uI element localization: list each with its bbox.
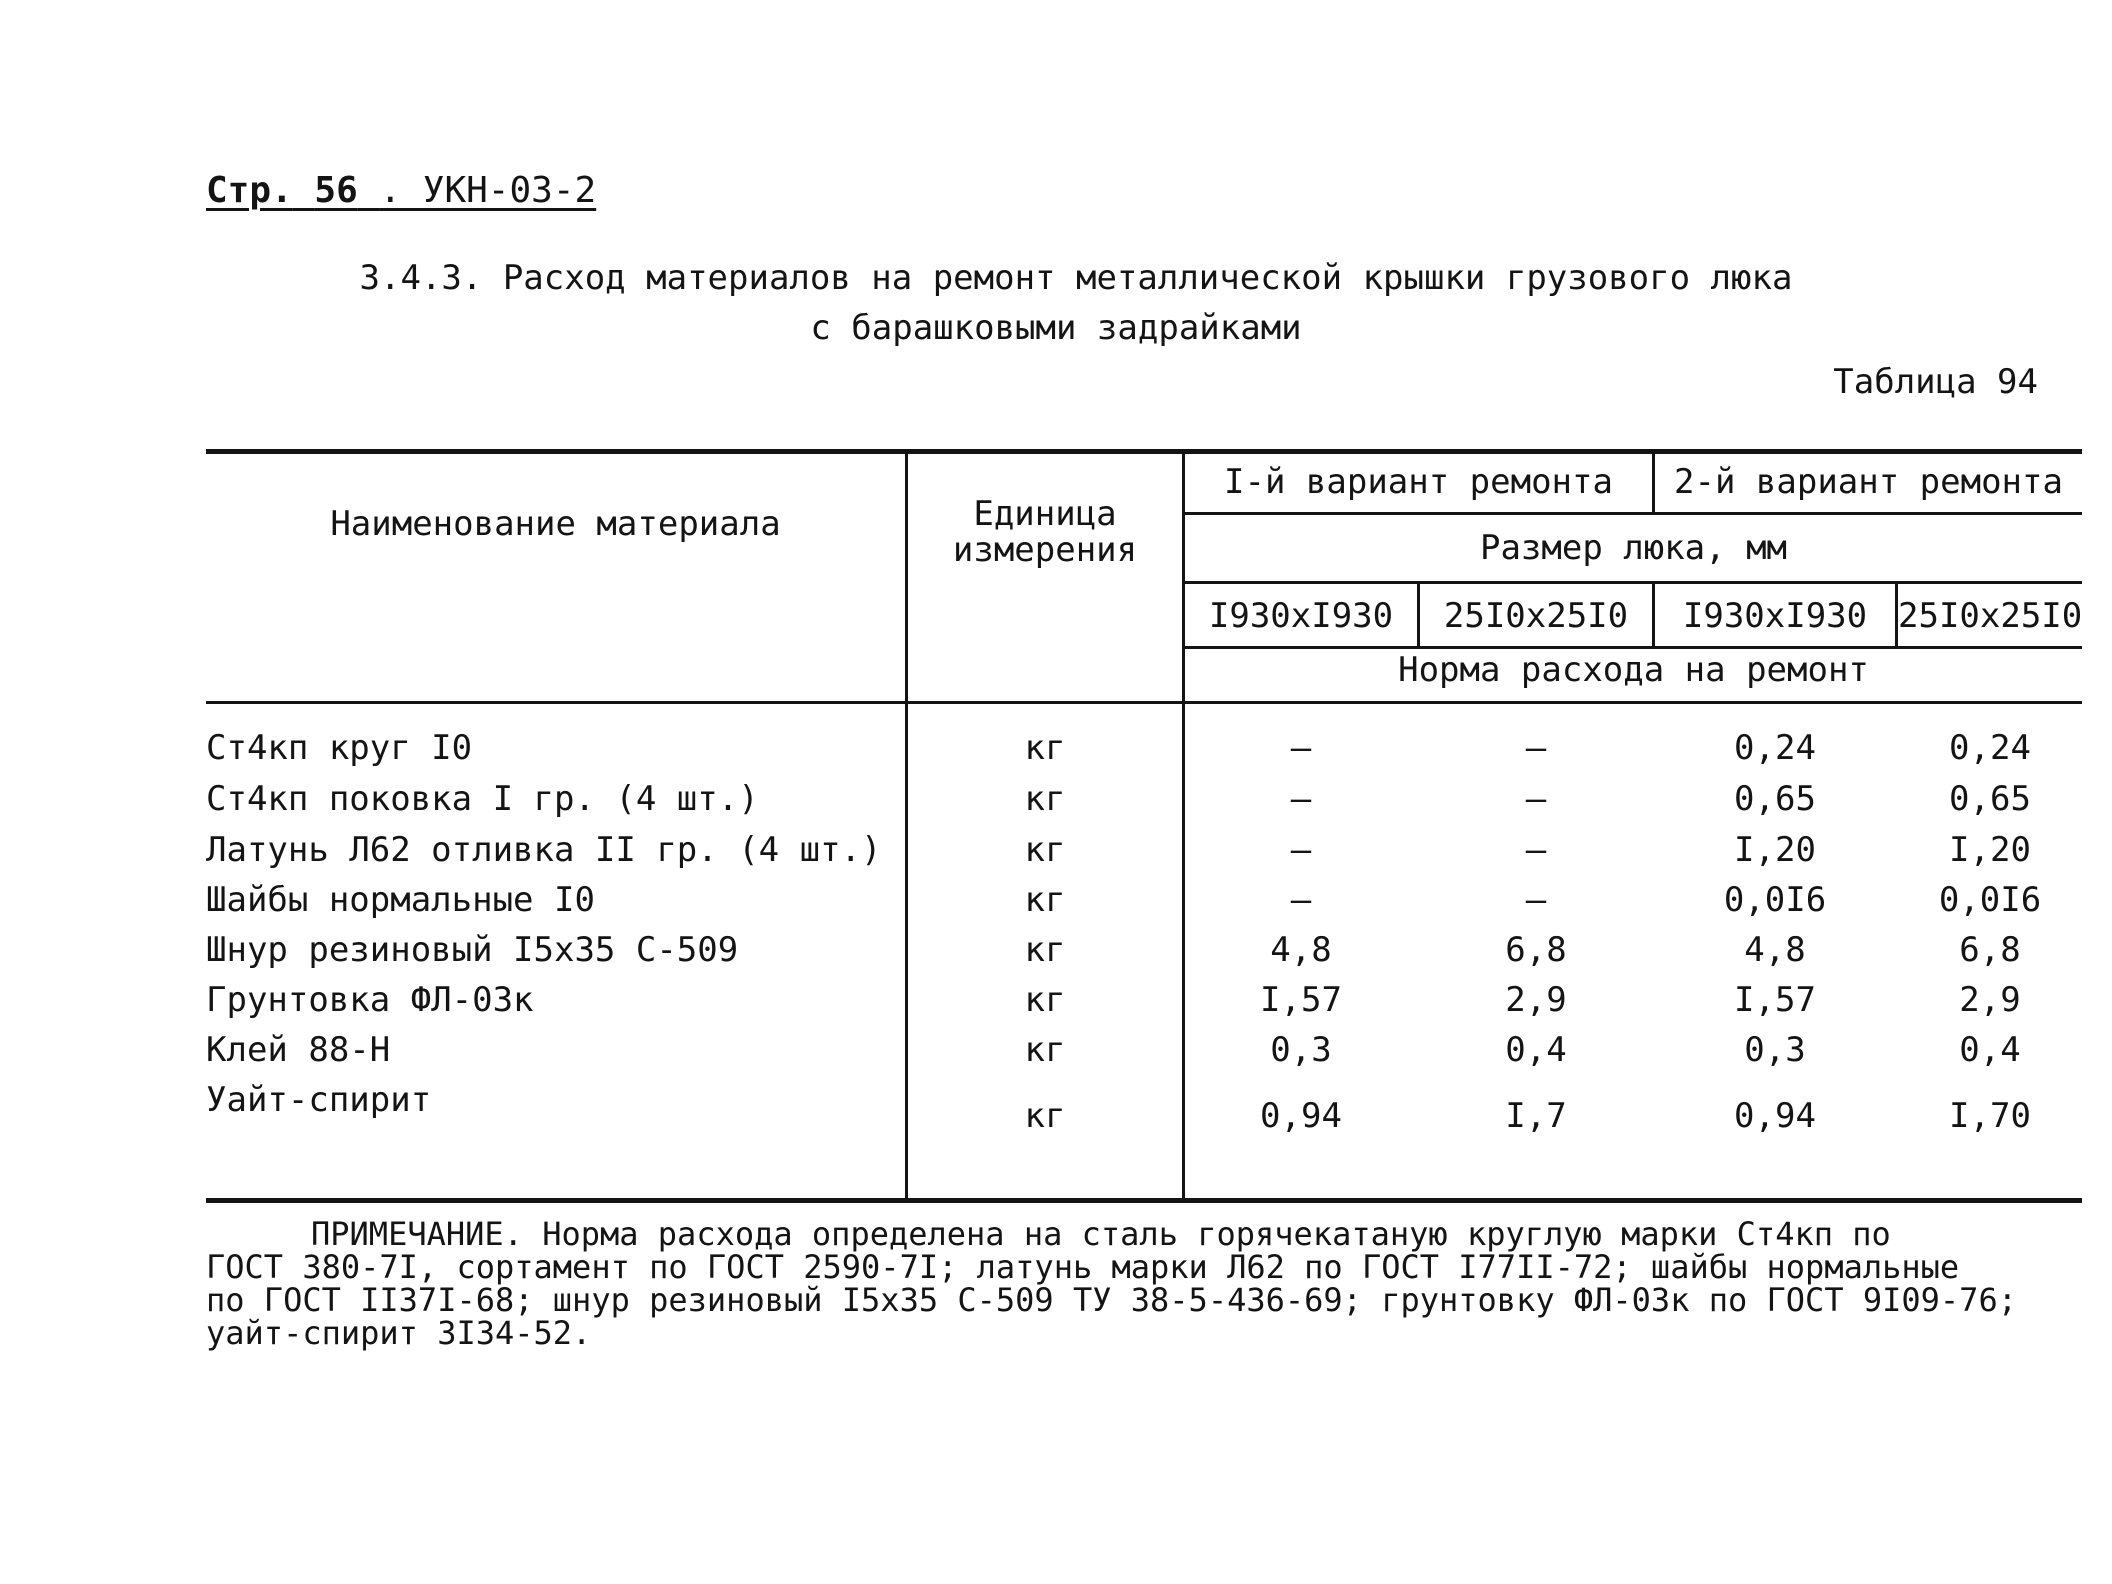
value-v2-s1: 0,65 <box>1734 779 1816 819</box>
value-v1-s2: – <box>1525 728 1547 768</box>
value-v1-s2: – <box>1525 880 1547 920</box>
material-name: Грунтовка ФЛ-03к <box>206 980 534 1020</box>
value-v1-s2: 6,8 <box>1505 930 1567 970</box>
material-name: Ст4кп поковка I гр. (4 шт.) <box>206 779 759 819</box>
value-v1-s1: 4,8 <box>1270 930 1332 970</box>
unit-cell: кг <box>1024 779 1066 819</box>
value-v2-s1: 0,94 <box>1734 1096 1816 1136</box>
value-v2-s1: I,20 <box>1734 830 1816 870</box>
note-line-3: по ГОСТ II37I-68; шнур резиновый I5x35 С-509 ТУ 38-5-436-69; грунтовку ФЛ-03к по ГОСТ 9I09-76; <box>206 1281 2017 1319</box>
value-v1-s2: – <box>1525 830 1547 870</box>
document-code: . УКН-03-2 <box>379 170 597 211</box>
material-name: Латунь Л62 отливка II гр. (4 шт.) <box>206 830 882 870</box>
value-v1-s2: 2,9 <box>1505 980 1567 1020</box>
value-v2-s2: 0,4 <box>1959 1030 2021 1070</box>
value-v2-s2: 0,24 <box>1949 728 2031 768</box>
section-title: 3.4.3. Расход материалов на ремонт металлической крышки грузового люка <box>359 258 1793 298</box>
footnote <box>206 1215 2086 1352</box>
header-variant2: 2-й вариант ремонта <box>1674 462 2063 502</box>
page-header <box>206 170 596 211</box>
header-variant1: I-й вариант ремонта <box>1224 462 1613 502</box>
value-v1-s1: 0,94 <box>1260 1096 1342 1136</box>
header-hatch-size: Размер люка, мм <box>1479 528 1788 568</box>
table-top-rule <box>206 449 2082 454</box>
unit-cell: кг <box>1024 980 1066 1020</box>
header-unit-text: Единица измерения <box>952 494 1138 570</box>
header-size-4: 25I0x25I0 <box>1898 596 2083 636</box>
value-v2-s1: 0,24 <box>1734 728 1816 768</box>
value-v2-s1: 4,8 <box>1744 930 1806 970</box>
header-bottom-rule <box>206 701 2082 704</box>
size-bottom-rule <box>1182 646 2082 649</box>
material-name: Уайт-спирит <box>206 1080 432 1120</box>
value-v2-s2: 0,0I6 <box>1938 880 2042 920</box>
page-prefix: Стр. <box>206 170 293 211</box>
material-name: Клей 88-Н <box>206 1030 391 1070</box>
value-v1-s1: – <box>1290 728 1312 768</box>
value-v1-s1: 0,3 <box>1270 1030 1332 1070</box>
value-v2-s1: 0,0I6 <box>1723 880 1827 920</box>
note-line-1: ПРИМЕЧАНИЕ. Норма расхода определена на сталь горячекатаную круглую марки Ст4кп по <box>311 1215 1891 1253</box>
variant-rule <box>1182 512 2082 515</box>
header-size-3: I930xI930 <box>1682 596 1868 636</box>
value-v1-s1: – <box>1290 830 1312 870</box>
value-v1-s2: – <box>1525 779 1547 819</box>
note-line-2: ГОСТ 380-7I, сортамент по ГОСТ 2590-7I; латунь марки Л62 по ГОСТ I77II-72; шайбы нормальные <box>206 1248 1960 1286</box>
value-v2-s2: 2,9 <box>1959 980 2021 1020</box>
value-v2-s2: 0,65 <box>1949 779 2031 819</box>
header-material: Наименование материала <box>330 504 781 544</box>
page-number: 56 <box>314 170 358 211</box>
value-v2-s2: 6,8 <box>1959 930 2021 970</box>
header-size-2: 25I0x25I0 <box>1443 596 1629 636</box>
section-title-line2: с барашковыми задрайками <box>810 308 1302 348</box>
header-norm: Норма расхода на ремонт <box>1398 650 1869 690</box>
header-size-1: I930xI930 <box>1208 596 1394 636</box>
material-name: Шнур резиновый I5x35 С-509 <box>206 930 739 970</box>
value-v2-s2: I,70 <box>1949 1096 2031 1136</box>
value-v1-s2: I,7 <box>1505 1096 1567 1136</box>
value-v1-s1: – <box>1290 779 1312 819</box>
value-v1-s2: 0,4 <box>1505 1030 1567 1070</box>
header-unit <box>908 496 1182 568</box>
size-top-rule <box>1182 581 2082 584</box>
value-v2-s1: 0,3 <box>1744 1030 1806 1070</box>
table-bottom-rule <box>206 1198 2082 1203</box>
value-v2-s1: I,57 <box>1734 980 1816 1020</box>
unit-cell: кг <box>1024 880 1066 920</box>
table-label: Таблица 94 <box>1833 362 2038 402</box>
unit-cell: кг <box>1024 930 1066 970</box>
unit-cell: кг <box>1024 1030 1066 1070</box>
value-v1-s1: – <box>1290 880 1312 920</box>
unit-cell: кг <box>1024 1096 1066 1136</box>
value-v2-s2: I,20 <box>1949 830 2031 870</box>
material-name: Шайбы нормальные I0 <box>206 880 595 920</box>
unit-cell: кг <box>1024 830 1066 870</box>
unit-cell: кг <box>1024 728 1066 768</box>
material-name: Ст4кп круг I0 <box>206 728 473 768</box>
note-line-4: уайт-спирит 3I34-52. <box>206 1314 592 1352</box>
value-v1-s1: I,57 <box>1260 980 1342 1020</box>
